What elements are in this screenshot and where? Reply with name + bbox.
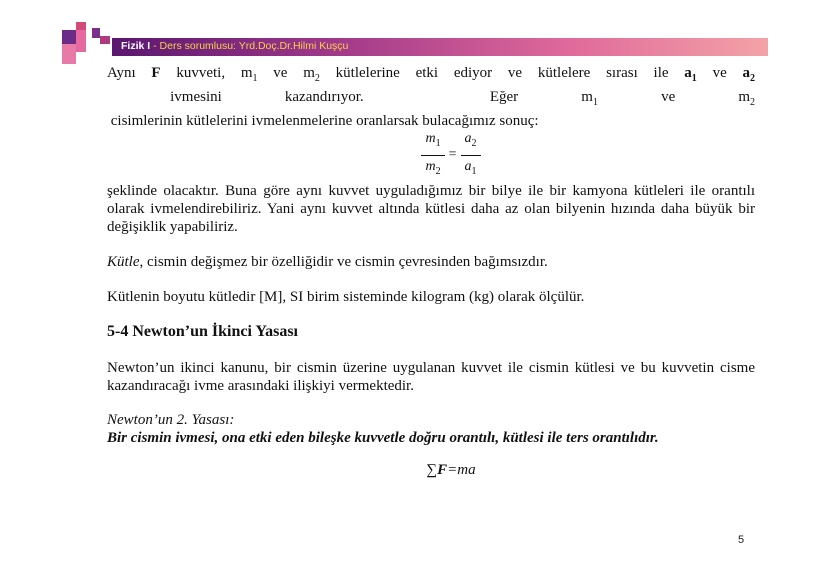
paragraph-intro: Aynı F kuvveti, $m_1$ ve $m_2$ kütlelerine etki ediyor ve kütlelere sırası ile $a_1$ ve $a_2$ ivmesini kazandırıyor. Eğer $m_1$ ve $m_2$ cisimlerinin kütlelerini ivmelenmelerine oranlarsak bulacağımız sonuç: [107, 65, 756, 129]
paragraph-second-law-intro: Newton’un ikinci kanunu, bir cismin üzerine uygulanan kuvvet ile cismin kütlesi ve bu kuvvetin cisme kazandıracağı ivme arasındaki ilişkiyi vermektedir. [107, 360, 755, 394]
paragraph-conclusion: şeklinde olacaktır. Buna göre aynı kuvvet uyguladığımız bir bilye ile bir kamyona kütleleri ile orantılı olarak ivmelendirebiliriz. Yani aynı kuvvet altında kütlesi daha az olan bilyenin hızında daha büyük bir değişiklik yapabiliriz. [107, 183, 755, 235]
equals-sign: = [448, 147, 457, 162]
header-separator: - [150, 40, 160, 52]
newton-second-law-formula: ∑F=ma [426, 462, 476, 478]
logo-square [62, 30, 76, 44]
section-heading: 5-4 Newton’un İkinci Yasası [107, 323, 298, 340]
logo-square [76, 30, 86, 52]
term-kutle: Kütle [107, 254, 140, 270]
law-title: Newton’un 2. Yasası: [107, 412, 235, 428]
logo-square [92, 28, 100, 38]
paragraph-mass-unit: Kütlenin boyutu kütledir [M], SI birim sisteminde kilogram (kg) olarak ölçülür. [107, 289, 585, 305]
fraction-masses: $\frac{m_1}{m_2}$ [421, 130, 444, 181]
sigma-symbol: ∑ [426, 462, 438, 478]
course-name: Fizik I [121, 40, 151, 52]
law-statement: Bir cismin ivmesi, ona etki eden bileşke kuvvetle doğru orantılı, kütlesi ile ters orantılıdır. [107, 430, 659, 446]
paragraph-mass-definition: Kütle, cismin değişmez bir özelliğidir ve cismin çevresinden bağımsızdır. [107, 254, 548, 270]
logo-square [100, 36, 110, 44]
page-number: 5 [738, 534, 745, 546]
slide-logo [62, 22, 118, 66]
logo-square [62, 44, 76, 64]
instructor-name: Ders sorumlusu: Yrd.Doç.Dr.Hilmi Kuşçu [159, 40, 349, 52]
fraction-accelerations: $\frac{a_2}{a_1}$ [461, 130, 481, 181]
header-title [121, 40, 348, 52]
logo-square [76, 22, 86, 30]
mass-acceleration-ratio-formula [147, 132, 755, 178]
slide-content [107, 64, 755, 479]
